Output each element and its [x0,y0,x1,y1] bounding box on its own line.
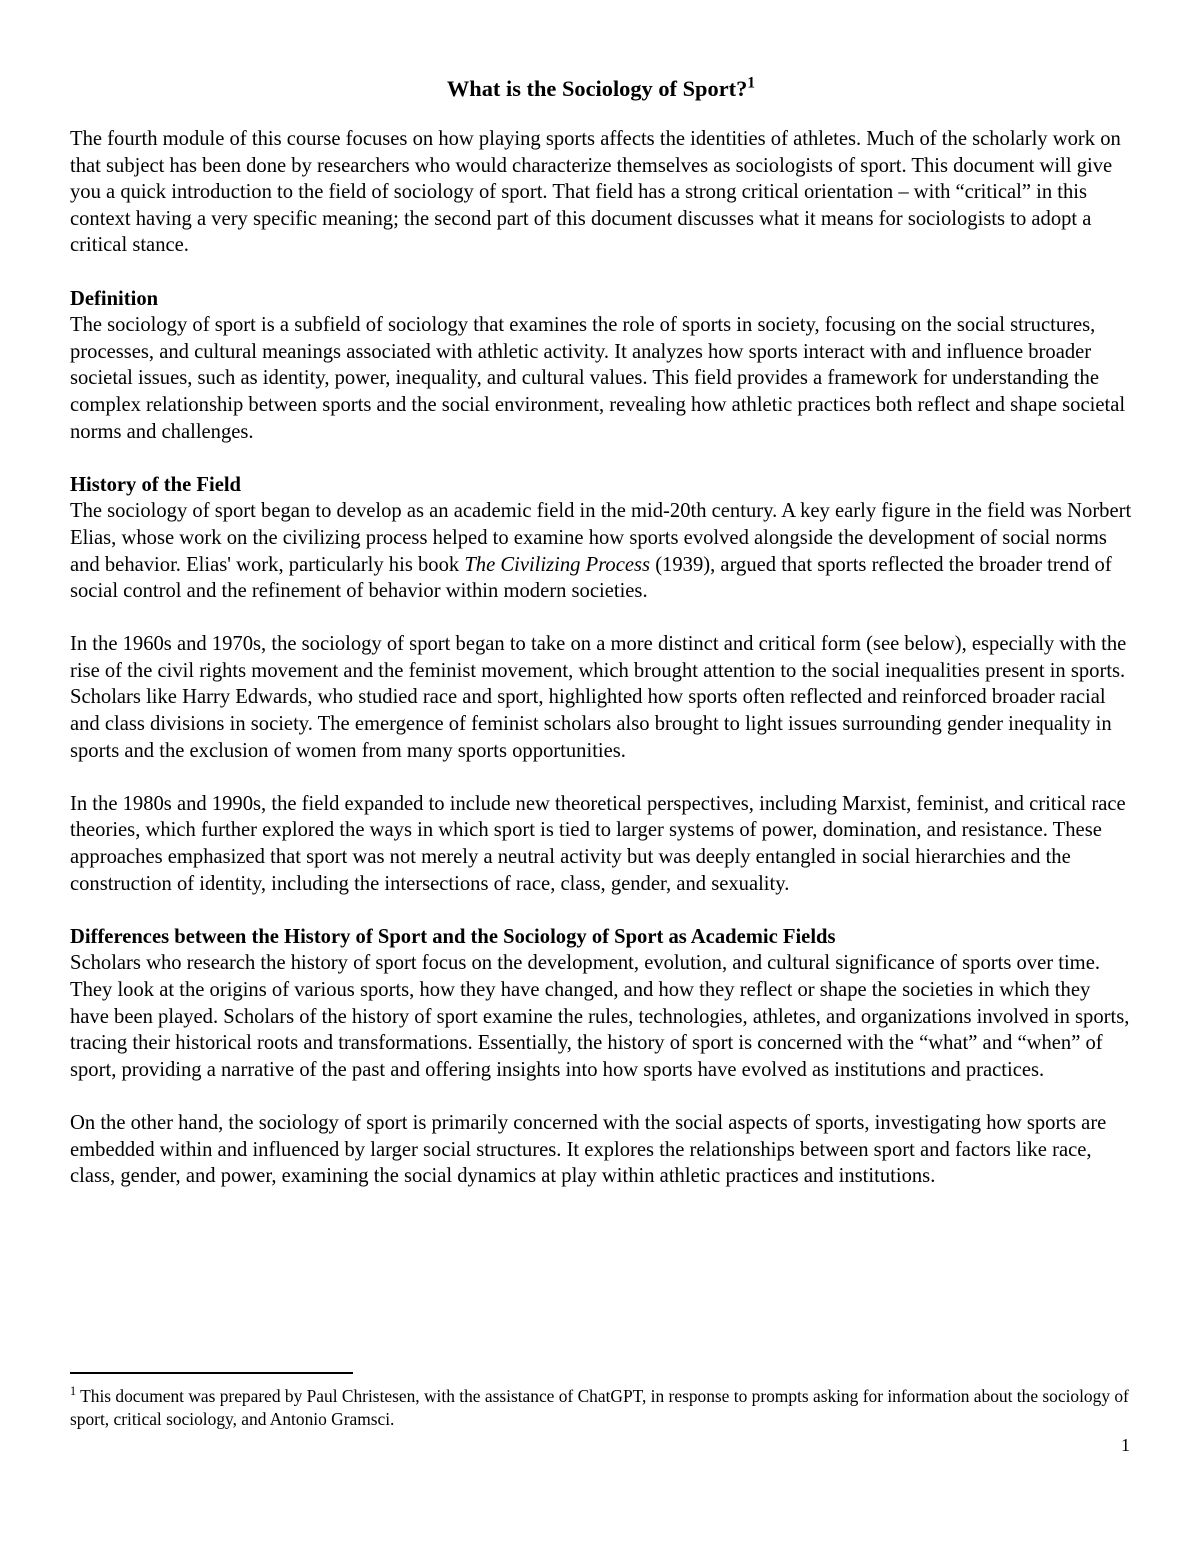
definition-section [70,286,1132,446]
footnote-divider [70,1372,353,1374]
history-section-paragraph-1 [70,472,1132,605]
history-paragraph-3: In the 1980s and 1990s, the field expanded to include new theoretical perspectives, including Marxist, feminist, and critical race theories, which further explored the ways in which sport is tied to larger systems of power, domination, and resistance. These approaches emphasized that sport was not merely a neutral activity but was deeply entangled in social hierarchies and the construction of identity, including the intersections of race, class, gender, and sexuality. [70,792,1126,895]
definition-heading: Definition [70,287,159,310]
document-body [70,74,1132,1216]
history-paragraph-1-text-after: (1939), argued that sports reflected the broader trend of social control and the refinement of behavior within modern societies. [70,553,1112,603]
document-title-text: What is the Sociology of Sport? [446,76,748,101]
title-footnote-marker[interactable]: 1 [747,74,756,92]
differences-paragraph-1: Scholars who research the history of sport focus on the development, evolution, and cultural significance of sports over time. They look at the origins of various sports, how they have changed, and how they reflect or shape the societies in which they have been played. Scholars of the history of sport examine the rules, technologies, athletes, and organizations involved in sports, tracing their historical roots and transformations. Essentially, the history of sport is concerned with the “what” and “when” of sport, providing a narrative of the past and offering insights into how sports have evolved as institutions and practices. [70,952,1130,1081]
footnote [70,1385,1132,1431]
footnote-text: This document was prepared by Paul Christesen, with the assistance of ChatGPT, in response to prompts asking for information about the sociology of sport, critical sociology, and Antonio Gramsci. [70,1386,1129,1429]
history-paragraph-1-text-before: The sociology of sport began to develop as an academic field in the mid-20th century. A key early figure in the field was Norbert Elias, whose work on the civilizing process helped to examine how sports evolved alongside the development of social norms and behavior. Elias' work, particularly his book [70,500,1132,576]
document-title [70,74,1132,104]
differences-section-paragraph-1 [70,924,1132,1084]
history-paragraph-2: In the 1960s and 1970s, the sociology of sport began to take on a more distinct and critical form (see below), especially with the rise of the civil rights movement and the feminist movement, which brought attention to the social inequalities present in sports. Scholars like Harry Edwards, who studied race and sport, highlighted how sports often reflected and reinforced broader racial and class divisions in society. The emergence of feminist scholars also brought to light issues surrounding gender inequality in sports and the exclusion of women from many sports opportunities. [70,633,1127,762]
history-heading: History of the Field [70,473,242,496]
footnote-marker: 1 [70,1384,77,1399]
differences-paragraph-2: On the other hand, the sociology of sport is primarily concerned with the social aspects of sports, investigating how sports are embedded within and influenced by larger social structures. It explores the relationships between sport and factors like race, class, gender, and power, examining the social dynamics at play within athletic practices and institutions. [70,1111,1107,1188]
differences-heading: Differences between the History of Sport and the Sociology of Sport as Academic Fields [70,925,836,948]
book-title: The Civilizing Process [464,553,651,576]
definition-paragraph: The sociology of sport is a subfield of sociology that examines the role of sports in society, focusing on the social structures, processes, and cultural meanings associated with athletic activity. It analyzes how sports interact with and influence broader societal issues, such as identity, power, inequality, and cultural values. This field provides a framework for understanding the complex relationship between sports and the social environment, revealing how athletic practices both reflect and shape societal norms and challenges. [70,314,1126,443]
page-number: 1 [1121,1435,1130,1455]
intro-paragraph: The fourth module of this course focuses on how playing sports affects the identities of athletes. Much of the scholarly work on that subject has been done by researchers who would characterize themselves as sociologists of sport. This document will give you a quick introduction to the field of sociology of sport. That field has a strong critical orientation – with “critical” in this context having a very specific meaning; the second part of this document discusses what it means for sociologists to adopt a critical stance. [70,128,1121,257]
